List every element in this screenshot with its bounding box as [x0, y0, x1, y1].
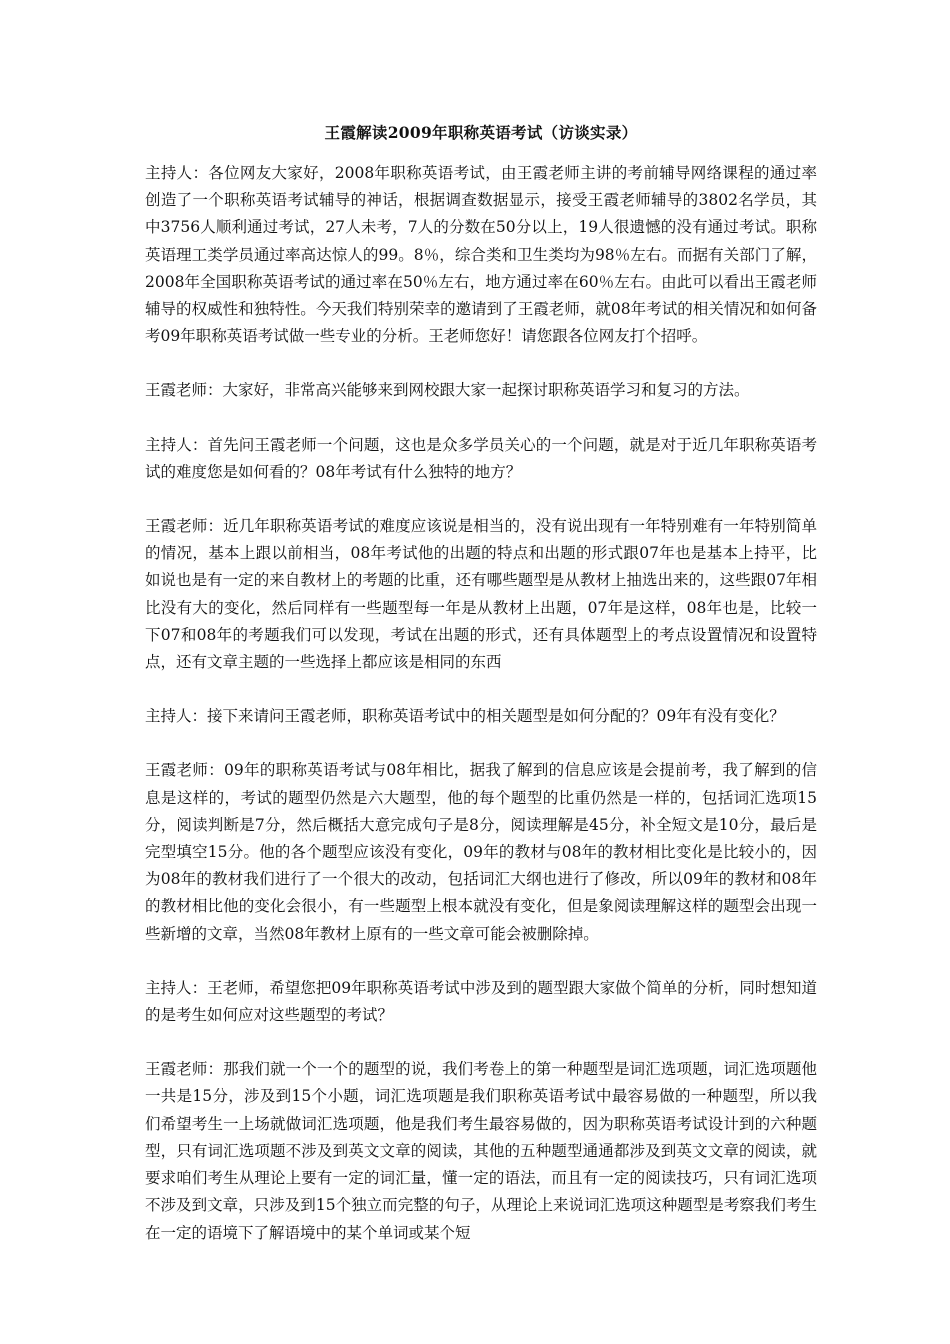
paragraph-teacher-answer-difficulty: 王霞老师：近几年职称英语考试的难度应该说是相当的，没有说出现有一年特别难有一年特别简单的情况，基本上跟以前相当，08年考试他的出题的特点和出题的形式跟07年也是基本上持平，比如说也是有一定的来自教材上的考题的比重，还有哪些题型是从教材上抽选出来的，这些跟07年相比没有大的变化，然后同样有一些题型每一年是从教材上出题，07年是这样，08年也是，比较一下07和08年的考题我们可以发现，考试在出题的形式，还有具体题型上的考点设置情况和设置特点，还有文章主题的一些选择上都应该是相同的东西	[145, 517, 817, 672]
paragraph-host-question-types: 主持人：接下来请问王霞老师，职称英语考试中的相关题型是如何分配的？09年有没有变化？	[145, 707, 785, 726]
paragraph-host-question-analysis: 主持人：王老师，希望您把09年职称英语考试中涉及到的题型跟大家做个简单的分析，同时想知道的是考生如何应对这些题型的考试？	[145, 978, 817, 1025]
paragraph-host-intro: 主持人：各位网友大家好，2008年职称英语考试，由王霞老师主讲的考前辅导网络课程的通过率创造了一个职称英语考试辅导的神话，根据调查数据显示，接受王霞老师辅导的3802名学员，其中3756人顺利通过考试，27人未考，7人的分数在50分以上，19人很遗憾的没有通过考试。职称英语理工类学员通过率高达惊人的99。8％，综合类和卫生类均为98％左右。而据有关部门了解，2008年全国职称英语考试的通过率在50％左右，地方通过率在60％左右。由此可以看出王霞老师辅导的权威性和独特性。今天我们特别荣幸的邀请到了王霞老师，就08年考试的相关情况和如何备考09年职称英语考试做一些专业的分析。王老师您好！请您跟各位网友打个招呼。	[145, 164, 817, 346]
paragraph-host-question-difficulty: 主持人：首先问王霞老师一个问题，这也是众多学员关心的一个问题，就是对于近几年职称英语考试的难度您是如何看的？08年考试有什么独特的地方？	[145, 435, 817, 481]
document-title: 王霞解读2009年职称英语考试（访谈实录）	[324, 123, 638, 142]
paragraph-teacher-greeting: 王霞老师：大家好，非常高兴能够来到网校跟大家一起探讨职称英语学习和复习的方法。	[145, 381, 750, 400]
paragraph-teacher-answer-vocabulary: 王霞老师：那我们就一个一个的题型的说，我们考卷上的第一种题型是词汇选项题，词汇选项题他一共是15分，涉及到15个小题，词汇选项题是我们职称英语考试中最容易做的一种题型，所以我们希望考生一上场就做词汇选项题，他是我们考生最容易做的，因为职称英语考试设计到的六种题型，只有词汇选项题不涉及到英文文章的阅读，其他的五种题型通通都涉及到英文文章的阅读，就要求咱们考生从理论上要有一定的词汇量，懂一定的语法，而且有一定的阅读技巧，只有词汇选项不涉及到文章，只涉及到15个独立而完整的句子，从理论上来说词汇选项这种题型是考察我们考生在一定的语境下了解语境中的某个单词或某个短	[145, 1060, 817, 1242]
paragraph-teacher-answer-types: 王霞老师：09年的职称英语考试与08年相比，据我了解到的信息应该是会提前考，我了解到的信息是这样的，考试的题型仍然是六大题型，他的每个题型的比重仍然是一样的，包括词汇选项15分，阅读判断是7分，然后概括大意完成句子是8分，阅读理解是45分，补全短文是10分，最后是完型填空15分。他的各个题型应该没有变化，09年的教材与08年的教材相比变化是比较小的，因为08年的教材我们进行了一个很大的改动，包括词汇大纲也进行了修改，所以09年的教材和08年的教材相比他的变化会很小，有一些题型上根本就没有变化，但是象阅读理解这样的题型会出现一些新增的文章，当然08年教材上原有的一些文章可能会被删除掉。	[145, 761, 817, 943]
document-page	[145, 118, 817, 1274]
